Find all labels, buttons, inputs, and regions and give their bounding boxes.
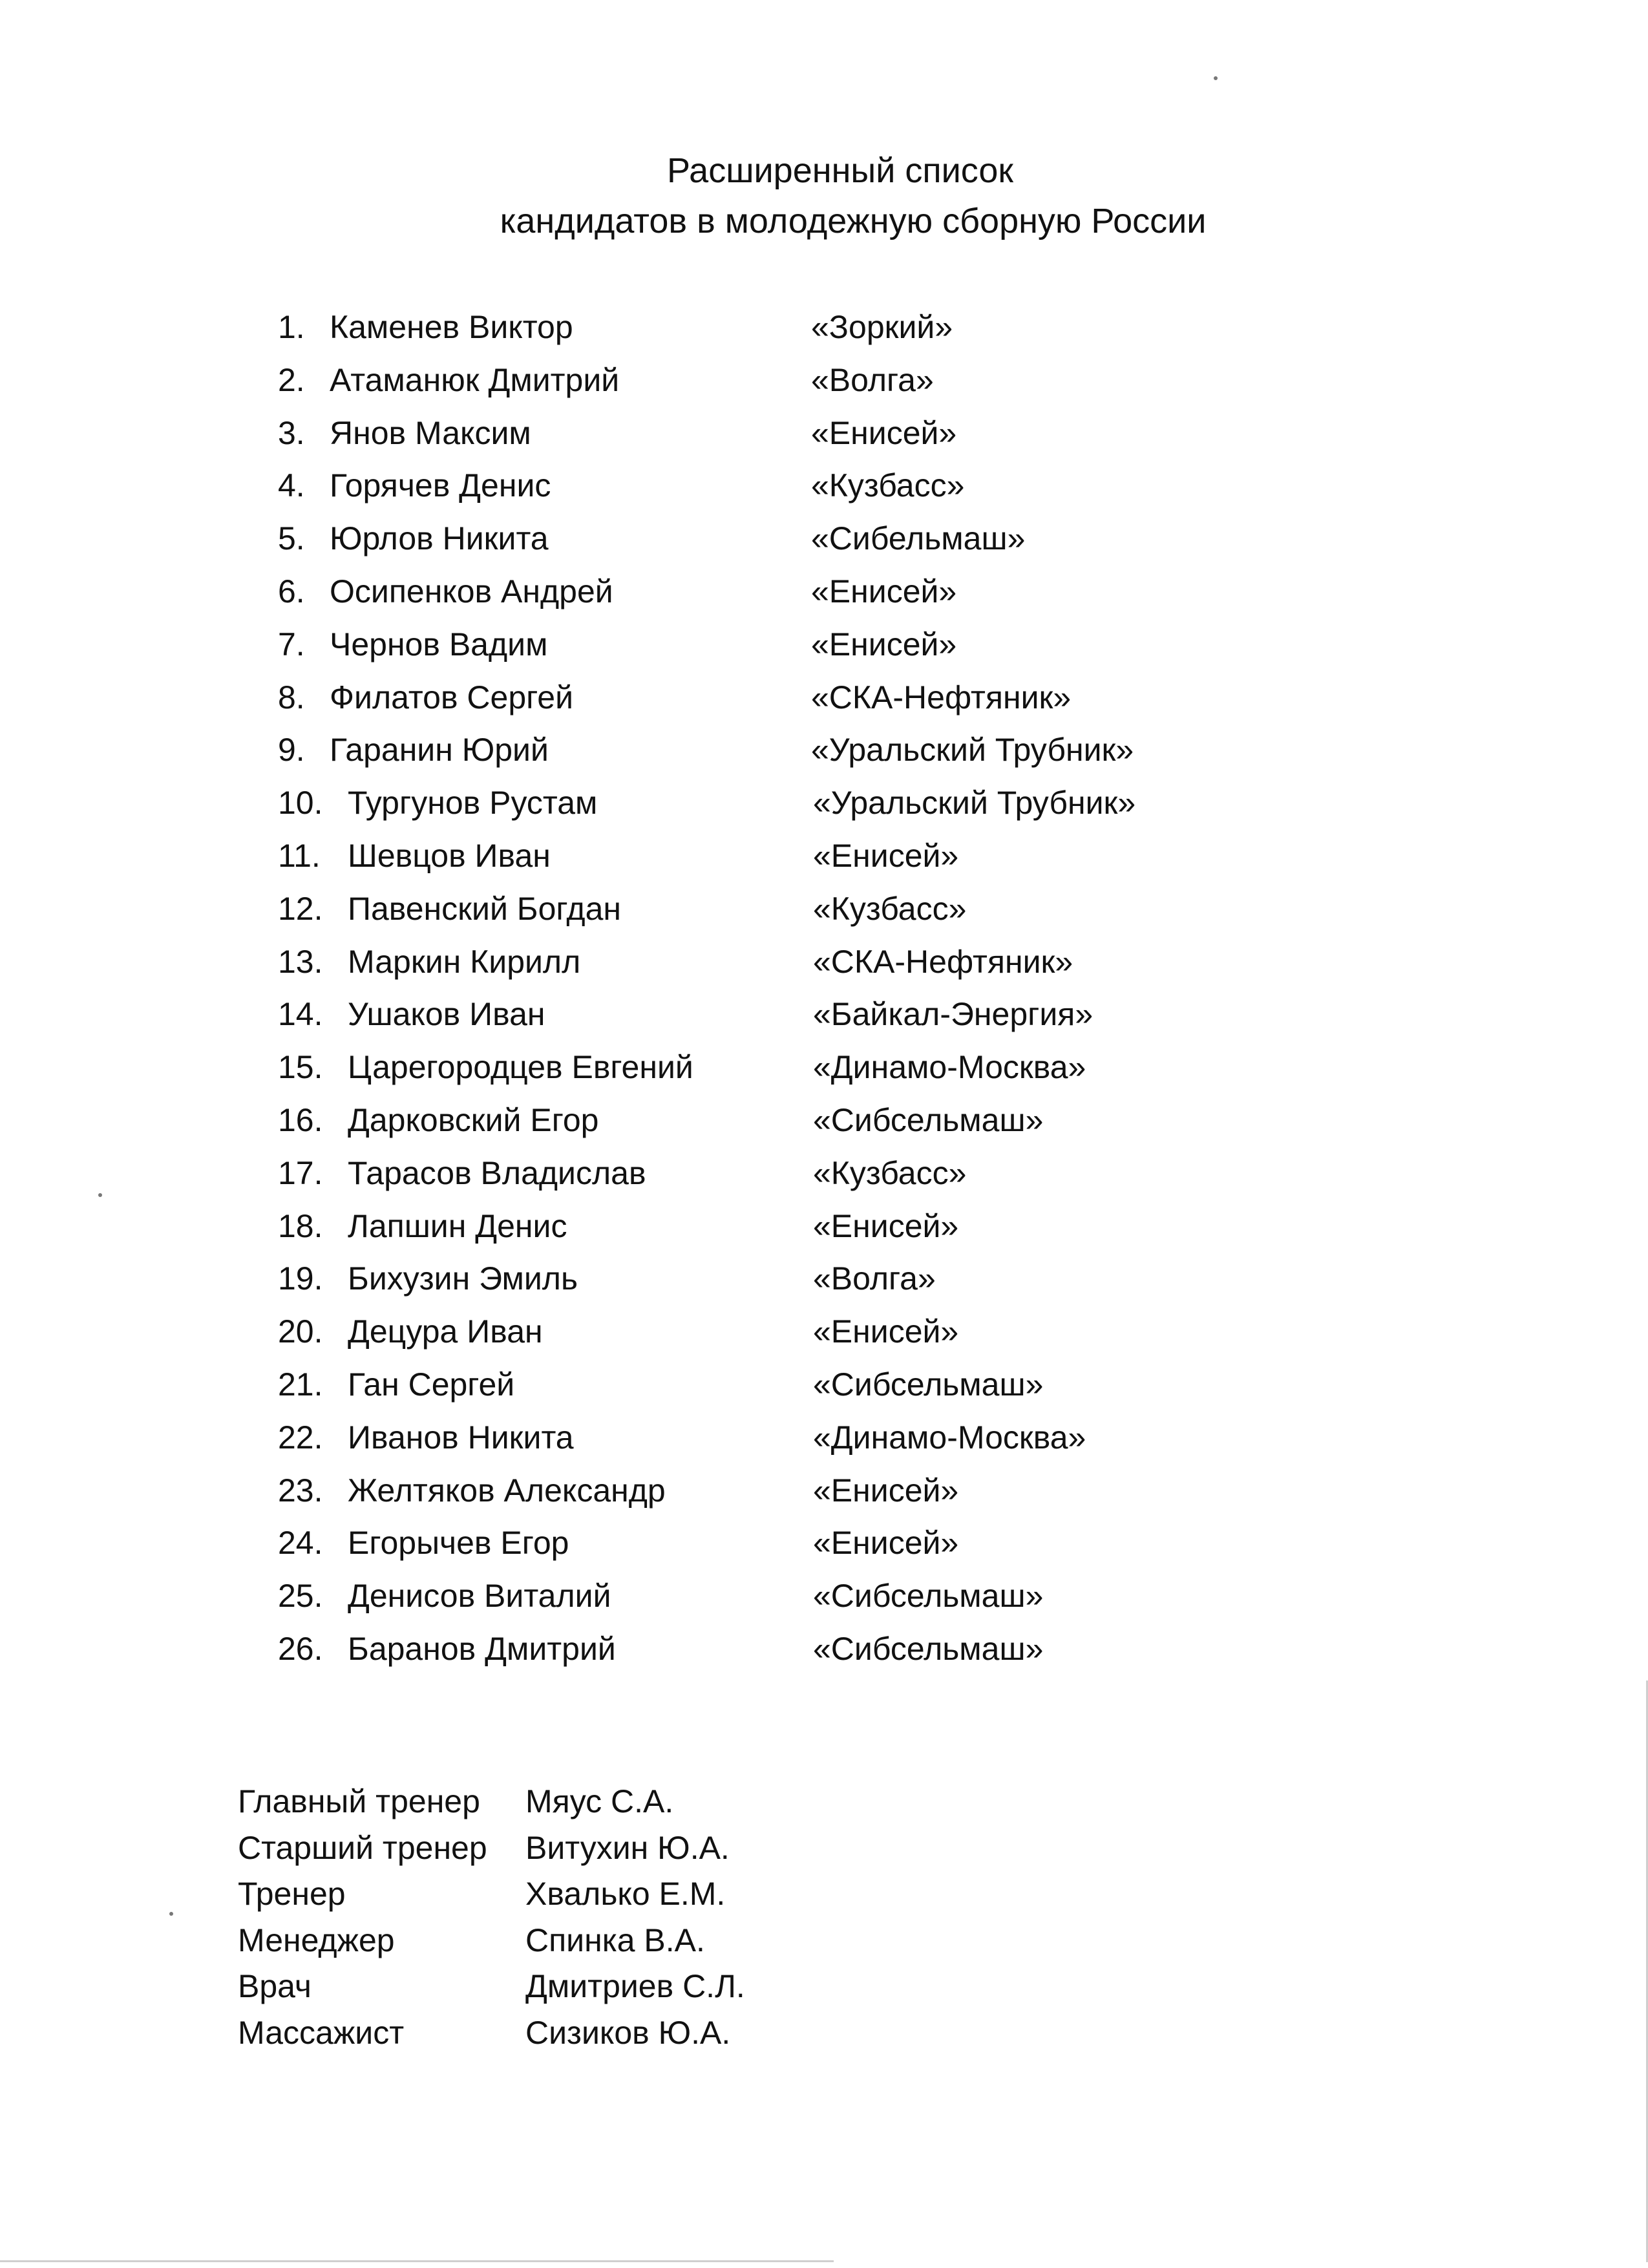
player-number: 9.: [278, 732, 305, 768]
player-number: 11.: [278, 837, 321, 874]
player-number: 13.: [278, 943, 323, 980]
player-number: 26.: [278, 1630, 323, 1667]
staff-role: Тренер: [238, 1876, 346, 1912]
player-number: 24.: [278, 1525, 323, 1562]
player-name: Денисов Виталий: [348, 1578, 611, 1615]
player-list: [278, 301, 1377, 1676]
player-name: Царегородцев Евгений: [348, 1049, 693, 1086]
player-row: [278, 1517, 1377, 1570]
player-row: [278, 301, 1377, 354]
player-row: [278, 672, 1377, 725]
scan-speck: [169, 1912, 173, 1916]
player-club: «Енисей»: [813, 837, 959, 874]
player-name: Каменев Виктор: [330, 309, 573, 345]
player-name: Тургунов Рустам: [348, 785, 598, 821]
player-name: Децура Иван: [348, 1313, 543, 1350]
staff-row: [238, 1964, 1143, 2010]
staff-role: Главный тренер: [238, 1783, 480, 1819]
staff-role: Врач: [238, 1968, 312, 2004]
scan-edge-line: [0, 2260, 834, 2262]
player-number: 7.: [278, 626, 305, 662]
player-club: «Енисей»: [813, 1207, 959, 1244]
player-row: [278, 566, 1377, 619]
player-row: [278, 1412, 1377, 1465]
player-row: [278, 1200, 1377, 1253]
player-club: «Байкал-Энергия»: [813, 996, 1093, 1033]
player-number: 18.: [278, 1207, 323, 1244]
player-number: 3.: [278, 414, 305, 451]
player-number: 20.: [278, 1313, 323, 1350]
player-row: [278, 1094, 1377, 1147]
player-name: Ган Сергей: [348, 1366, 515, 1403]
player-club: «Уральский Трубник»: [811, 732, 1134, 768]
player-club: «Енисей»: [813, 1313, 959, 1350]
player-number: 1.: [278, 309, 305, 345]
player-number: 5.: [278, 520, 305, 557]
title-line-1: Расширенный список: [666, 151, 1014, 190]
player-name: Филатов Сергей: [330, 679, 574, 715]
staff-name: Сизиков Ю.А.: [525, 2014, 731, 2051]
player-club: «Енисей»: [813, 1472, 959, 1509]
player-row: [278, 1465, 1377, 1518]
player-row: [278, 1253, 1377, 1306]
player-row: [278, 460, 1377, 513]
player-name: Тарасов Владислав: [348, 1154, 646, 1191]
staff-row: [238, 2010, 1143, 2057]
player-name: Дарковский Егор: [348, 1101, 599, 1138]
player-name: Горячев Денис: [330, 467, 551, 504]
player-number: 21.: [278, 1366, 323, 1403]
staff-list: [238, 1779, 1143, 2056]
scan-speck: [1214, 76, 1218, 80]
staff-role: Менеджер: [238, 1922, 395, 1958]
player-club: «Волга»: [813, 1260, 936, 1297]
staff-name: Спинка В.А.: [525, 1922, 705, 1958]
player-club: «СКА-Нефтяник»: [813, 943, 1073, 980]
staff-row: [238, 1825, 1143, 1872]
player-club: «Динамо-Москва»: [813, 1049, 1086, 1086]
player-row: [278, 936, 1377, 989]
player-row: [278, 830, 1377, 883]
player-name: Егорычев Егор: [348, 1525, 569, 1562]
player-club: «Зоркий»: [811, 309, 953, 345]
player-club: «Енисей»: [811, 626, 957, 662]
player-number: 4.: [278, 467, 305, 504]
player-number: 2.: [278, 361, 305, 398]
player-name: Павенский Богдан: [348, 890, 621, 927]
player-number: 6.: [278, 573, 305, 609]
player-club: «Сибсельмаш»: [813, 1101, 1044, 1138]
player-name: Гаранин Юрий: [330, 732, 549, 768]
staff-row: [238, 1871, 1143, 1918]
player-club: «Кузбасс»: [811, 467, 965, 504]
title-line-2: кандидатов в молодежную сборную России: [500, 202, 1207, 240]
player-row: [278, 513, 1377, 566]
player-club: «Динамо-Москва»: [813, 1419, 1086, 1456]
scan-speck: [98, 1193, 102, 1197]
player-name: Баранов Дмитрий: [348, 1630, 616, 1667]
player-club: «СКА-Нефтяник»: [811, 679, 1072, 715]
player-name: Юрлов Никита: [330, 520, 549, 557]
player-row: [278, 354, 1377, 407]
player-number: 12.: [278, 890, 323, 927]
player-club: «Енисей»: [811, 414, 957, 451]
player-row: [278, 1147, 1377, 1200]
staff-name: Хвалько Е.М.: [525, 1876, 726, 1912]
player-row: [278, 1570, 1377, 1623]
player-club: «Сибсельмаш»: [813, 1630, 1044, 1667]
player-row: [278, 1359, 1377, 1412]
player-number: 23.: [278, 1472, 323, 1509]
player-number: 19.: [278, 1260, 323, 1297]
player-name: Атаманюк Дмитрий: [330, 361, 620, 398]
staff-name: Витухин Ю.А.: [525, 1829, 730, 1866]
player-club: «Уральский Трубник»: [813, 785, 1136, 821]
player-row: [278, 1306, 1377, 1359]
player-row: [278, 777, 1377, 830]
player-number: 22.: [278, 1419, 323, 1456]
player-club: «Кузбасс»: [813, 890, 967, 927]
player-number: 14.: [278, 996, 323, 1033]
player-name: Осипенков Андрей: [330, 573, 613, 609]
player-club: «Сибсельмаш»: [813, 1578, 1044, 1615]
player-row: [278, 988, 1377, 1041]
staff-role: Массажист: [238, 2014, 405, 2051]
player-row: [278, 1623, 1377, 1676]
player-club: «Енисей»: [813, 1525, 959, 1562]
player-club: «Енисей»: [811, 573, 957, 609]
player-row: [278, 1041, 1377, 1094]
player-name: Иванов Никита: [348, 1419, 574, 1456]
player-club: «Кузбасс»: [813, 1154, 967, 1191]
player-name: Маркин Кирилл: [348, 943, 581, 980]
player-club: «Волга»: [811, 361, 934, 398]
player-number: 10.: [278, 785, 323, 821]
staff-role: Старший тренер: [238, 1829, 487, 1866]
player-club: «Сибельмаш»: [811, 520, 1026, 557]
document-title: [0, 145, 1648, 246]
player-number: 15.: [278, 1049, 323, 1086]
player-number: 17.: [278, 1154, 323, 1191]
player-number: 16.: [278, 1101, 323, 1138]
player-number: 8.: [278, 679, 305, 715]
player-name: Лапшин Денис: [348, 1207, 567, 1244]
player-name: Бихузин Эмиль: [348, 1260, 578, 1297]
player-name: Ушаков Иван: [348, 996, 545, 1033]
player-row: [278, 407, 1377, 460]
player-name: Желтяков Александр: [348, 1472, 666, 1509]
player-club: «Сибсельмаш»: [813, 1366, 1044, 1403]
player-name: Чернов Вадим: [330, 626, 548, 662]
player-row: [278, 883, 1377, 936]
staff-name: Дмитриев С.Л.: [525, 1968, 745, 2004]
staff-row: [238, 1918, 1143, 1964]
player-row: [278, 724, 1377, 777]
staff-row: [238, 1779, 1143, 1825]
player-row: [278, 619, 1377, 672]
staff-name: Мяус С.А.: [525, 1783, 674, 1819]
player-name: Янов Максим: [330, 414, 531, 451]
player-number: 25.: [278, 1578, 323, 1615]
player-name: Шевцов Иван: [348, 837, 551, 874]
